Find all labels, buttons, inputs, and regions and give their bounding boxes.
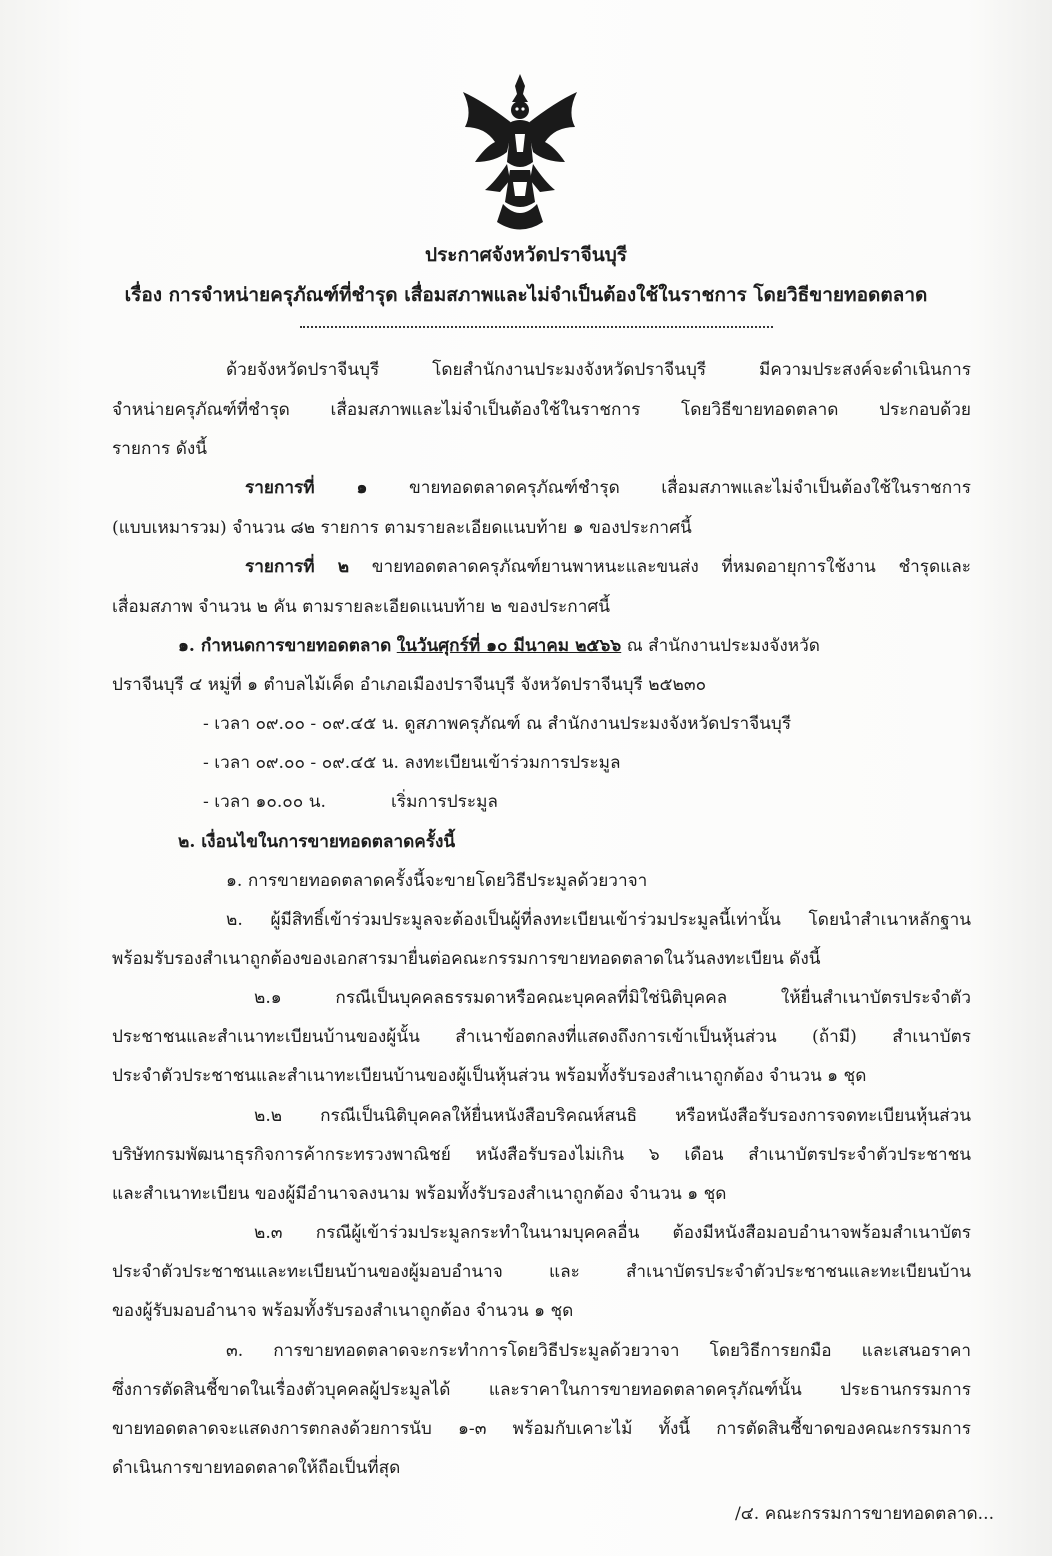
section2-heading: ๒. เงื่อนไขในการขายทอดตลาดครั้งนี้ bbox=[178, 832, 456, 852]
condition-2-1-line: ประจำตัวประชาชนและสำเนาทะเบียนบ้านของผู้เป็นหุ้นส่วน พร้อมทั้งรับรองสำเนาถูกต้อง จำนวน ๑ ชุด bbox=[112, 1066, 867, 1086]
schedule-item: - เวลา ๐๙.๐๐ - ๐๙.๔๕ น. ลงทะเบียนเข้าร่วมการประมูล bbox=[203, 753, 621, 773]
schedule-item bbox=[203, 790, 498, 814]
item1-text: ขายทอดตลาดครุภัณฑ์ชำรุด เสื่อมสภาพและไม่จำเป็นต้องใช้ในราชการ bbox=[367, 478, 971, 498]
schedule-item: - เวลา ๐๙.๐๐ - ๐๙.๔๕ น. ดูสภาพครุภัณฑ์ ณ สำนักงานประมงจังหวัดปราจีนบุรี bbox=[203, 714, 792, 734]
announcement-subject: เรื่อง การจำหน่ายครุภัณฑ์ที่ชำรุด เสื่อมสภาพและไม่จำเป็นต้องใช้ในราชการ โดยวิธีขายทอดตลาด bbox=[124, 284, 928, 306]
section1-address: ปราจีนบุรี ๔ หมู่ที่ ๑ ตำบลไม้เค็ด อำเภอเมืองปราจีนบุรี จังหวัดปราจีนบุรี ๒๕๒๓๐ bbox=[112, 675, 707, 695]
item2-line2: เสื่อมสภาพ จำนวน ๒ คัน ตามรายละเอียดแนบท้าย ๒ ของประกาศนี้ bbox=[112, 597, 611, 617]
condition-3-line: ขายทอดตลาดจะแสดงการตกลงด้วยการนับ ๑-๓ พร้อมกับเคาะไม้ ทั้งนี้ การตัดสินชี้ขาดของคณะกรรมการ bbox=[112, 1419, 971, 1439]
condition-2-2-line: ๒.๒ กรณีเป็นนิติบุคคลให้ยื่นหนังสือบริคณห์สนธิ หรือหนังสือรับรองการจดทะเบียนหุ้นส่วน bbox=[254, 1106, 971, 1126]
condition-2-2-line: และสำเนาทะเบียน ของผู้มีอำนาจลงนาม พร้อมทั้งรับรองสำเนาถูกต้อง จำนวน ๑ ชุด bbox=[112, 1184, 727, 1204]
intro-line: จำหน่ายครุภัณฑ์ที่ชำรุด เสื่อมสภาพและไม่จำเป็นต้องใช้ในราชการ โดยวิธีขายทอดตลาด ประกอบด้วย bbox=[112, 400, 971, 420]
section1-heading bbox=[178, 634, 820, 658]
item1-line bbox=[245, 476, 971, 500]
condition-3-line: ดำเนินการขายทอดตลาดให้ถือเป็นที่สุด bbox=[112, 1458, 401, 1478]
condition-2-line: พร้อมรับรองสำเนาถูกต้องของเอกสารมายื่นต่อคณะกรรมการขายทอดตลาดในวันลงทะเบียน ดังนี้ bbox=[112, 949, 821, 969]
schedule-desc: เริ่มการประมูล bbox=[391, 792, 498, 812]
item2-label: รายการที่ ๒ bbox=[245, 557, 350, 577]
condition-2-2-line: บริษัทกรมพัฒนาธุรกิจการค้ากระทรวงพาณิชย์ หนังสือรับรองไม่เกิน ๖ เดือน สำเนาบัตรประจำตัวประชาชน bbox=[112, 1145, 971, 1165]
section1-label: ๑. กำหนดการขายทอดตลาด bbox=[178, 636, 392, 656]
condition-2-3-line: ของผู้รับมอบอำนาจ พร้อมทั้งรับรองสำเนาถูกต้อง จำนวน ๑ ชุด bbox=[112, 1301, 574, 1321]
auction-date: ในวันศุกร์ที่ ๑๐ มีนาคม ๒๕๖๖ bbox=[396, 636, 622, 656]
intro-line: ด้วยจังหวัดปราจีนบุรี โดยสำนักงานประมงจังหวัดปราจีนบุรี มีความประสงค์จะดำเนินการ bbox=[226, 360, 971, 380]
condition-3-line: ๓. การขายทอดตลาดจะกระทำการโดยวิธีประมูลด้วยวาจา โดยวิธีการยกมือ และเสนอราคา bbox=[226, 1341, 971, 1361]
item1-line2: (แบบเหมารวม) จำนวน ๘๒ รายการ ตามรายละเอียดแนบท้าย ๑ ของประกาศนี้ bbox=[112, 518, 692, 538]
condition-3-line: ซึ่งการตัดสินชี้ขาดในเรื่องตัวบุคคลผู้ประมูลได้ และราคาในการขายทอดตลาดครุภัณฑ์นั้น ประธานกรรมการ bbox=[112, 1380, 971, 1400]
condition-2-3-line: ประจำตัวประชาชนและทะเบียนบ้านของผู้มอบอำนาจ และ สำเนาบัตรประจำตัวประชาชนและทะเบียนบ้าน bbox=[112, 1262, 971, 1282]
condition-1: ๑. การขายทอดตลาดครั้งนี้จะขายโดยวิธีประมูลด้วยวาจา bbox=[226, 871, 648, 891]
garuda-emblem-icon bbox=[455, 72, 585, 237]
item2-line bbox=[245, 555, 971, 579]
section1-place: ณ สำนักงานประมงจังหวัด bbox=[621, 636, 820, 656]
schedule-time: - เวลา ๑๐.๐๐ น. bbox=[203, 792, 326, 812]
announcement-title: ประกาศจังหวัดปราจีนบุรี bbox=[425, 244, 627, 266]
continuation-note: /๔. คณะกรรมการขายทอดตลาด... bbox=[735, 1504, 995, 1524]
item1-label: รายการที่ ๑ bbox=[245, 478, 368, 498]
condition-2-line: ๒. ผู้มีสิทธิ์เข้าร่วมประมูลจะต้องเป็นผู้ที่ลงทะเบียนเข้าร่วมประมูลนี้เท่านั้น โดยนำสำเนาหลักฐาน bbox=[226, 910, 971, 930]
item2-text: ขายทอดตลาดครุภัณฑ์ยานพาหนะและขนส่ง ที่หมดอายุการใช้งาน ชำรุดและ bbox=[349, 557, 972, 577]
condition-2-3-line: ๒.๓ กรณีผู้เข้าร่วมประมูลกระทำในนามบุคคลอื่น ต้องมีหนังสือมอบอำนาจพร้อมสำเนาบัตร bbox=[254, 1223, 971, 1243]
condition-2-1-line: ประชาชนและสำเนาทะเบียนบ้านของผู้นั้น สำเนาข้อตกลงที่แสดงถึงการเข้าเป็นหุ้นส่วน (ถ้ามี) สำเนาบัตร bbox=[112, 1027, 971, 1047]
dotted-divider bbox=[300, 320, 773, 328]
condition-2-1-line: ๒.๑ กรณีเป็นบุคคลธรรมดาหรือคณะบุคคลที่มิใช่นิติบุคคล ให้ยื่นสำเนาบัตรประจำตัว bbox=[254, 988, 971, 1008]
intro-line: รายการ ดังนี้ bbox=[112, 439, 208, 459]
